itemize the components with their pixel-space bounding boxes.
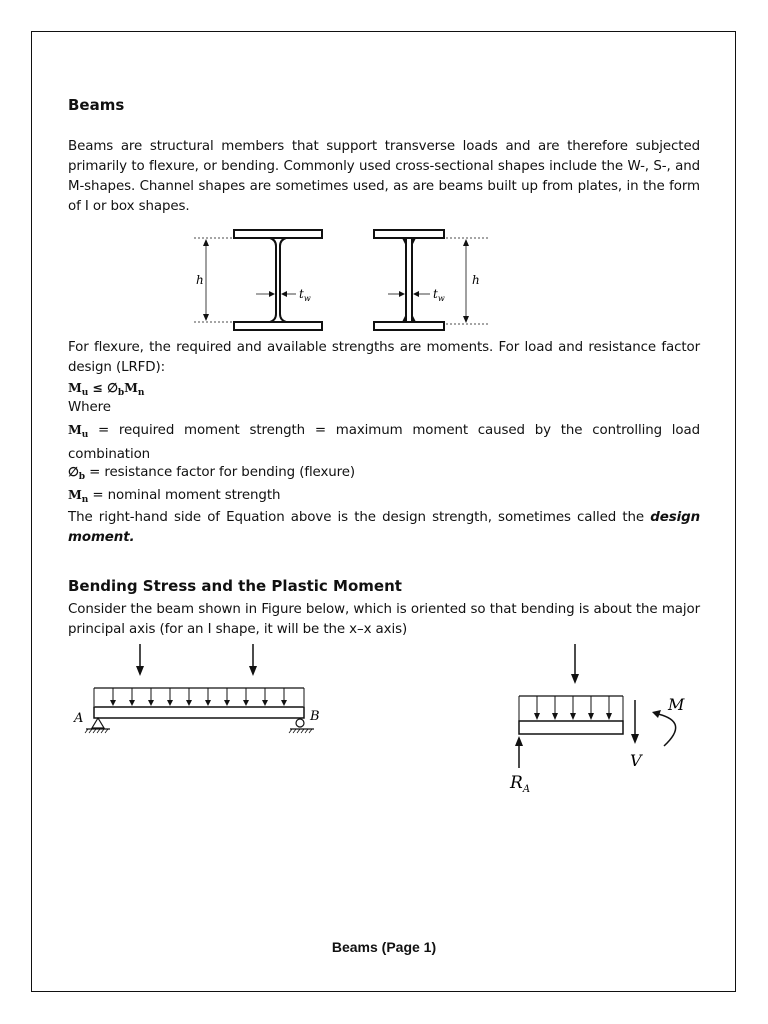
tw-label-right: $t_w$	[433, 287, 445, 303]
simply-supported-beam-figure	[70, 640, 330, 740]
definition-mu: $M_u$ = required moment strength = maximum moment caused by the controlling load combination	[68, 422, 700, 462]
support-label-b: B	[310, 709, 320, 724]
h-label-right: h	[472, 273, 480, 287]
welded-i-shape	[374, 230, 444, 330]
h-label-left: h	[196, 273, 204, 287]
shear-label-v: V	[630, 751, 642, 770]
flexure-paragraph: For flexure, the required and available strengths are moments. For load and resistance factor design (LRFD):	[68, 340, 700, 375]
reaction-label-ra: $R_A$	[510, 773, 531, 795]
moment-label-m: M	[668, 695, 685, 714]
lrfd-equation: $M_u$ ≤ $\emptyset_bM_n$	[68, 380, 145, 398]
bending-paragraph: Consider the beam shown in Figure below, which is oriented so that bending is about the major principal axis (for an I shape, it will be the x–x axis)	[68, 602, 700, 637]
intro-paragraph: Beams are structural members that support transverse loads and are therefore subjected primarily to flexure, or bending. Commonly used cross-sectional shapes include the W-, S-, and M-shapes. Channel shapes are sometimes used, as are beams built up from plates, in the form of I or box shapes.	[68, 139, 700, 214]
definition-mn: $M_n$ = nominal moment strength	[68, 487, 281, 505]
where-label: Where	[68, 400, 111, 415]
free-body-diagram-figure	[500, 640, 700, 798]
section-title-bending-stress: Bending Stress and the Plastic Moment	[68, 577, 402, 595]
design-strength-paragraph: The right-hand side of Equation above is the design strength, sometimes called the design moment.	[68, 510, 700, 545]
rolled-i-shape	[234, 230, 322, 330]
support-label-a: A	[74, 711, 84, 726]
definition-phi: $\emptyset_b$ = resistance factor for bending (flexure)	[68, 464, 356, 482]
i-shape-cross-section-figure	[190, 226, 500, 336]
tw-label-left: $t_w$	[299, 287, 311, 303]
page-footer: Beams (Page 1)	[331, 939, 437, 955]
section-title-beams: Beams	[68, 96, 125, 114]
